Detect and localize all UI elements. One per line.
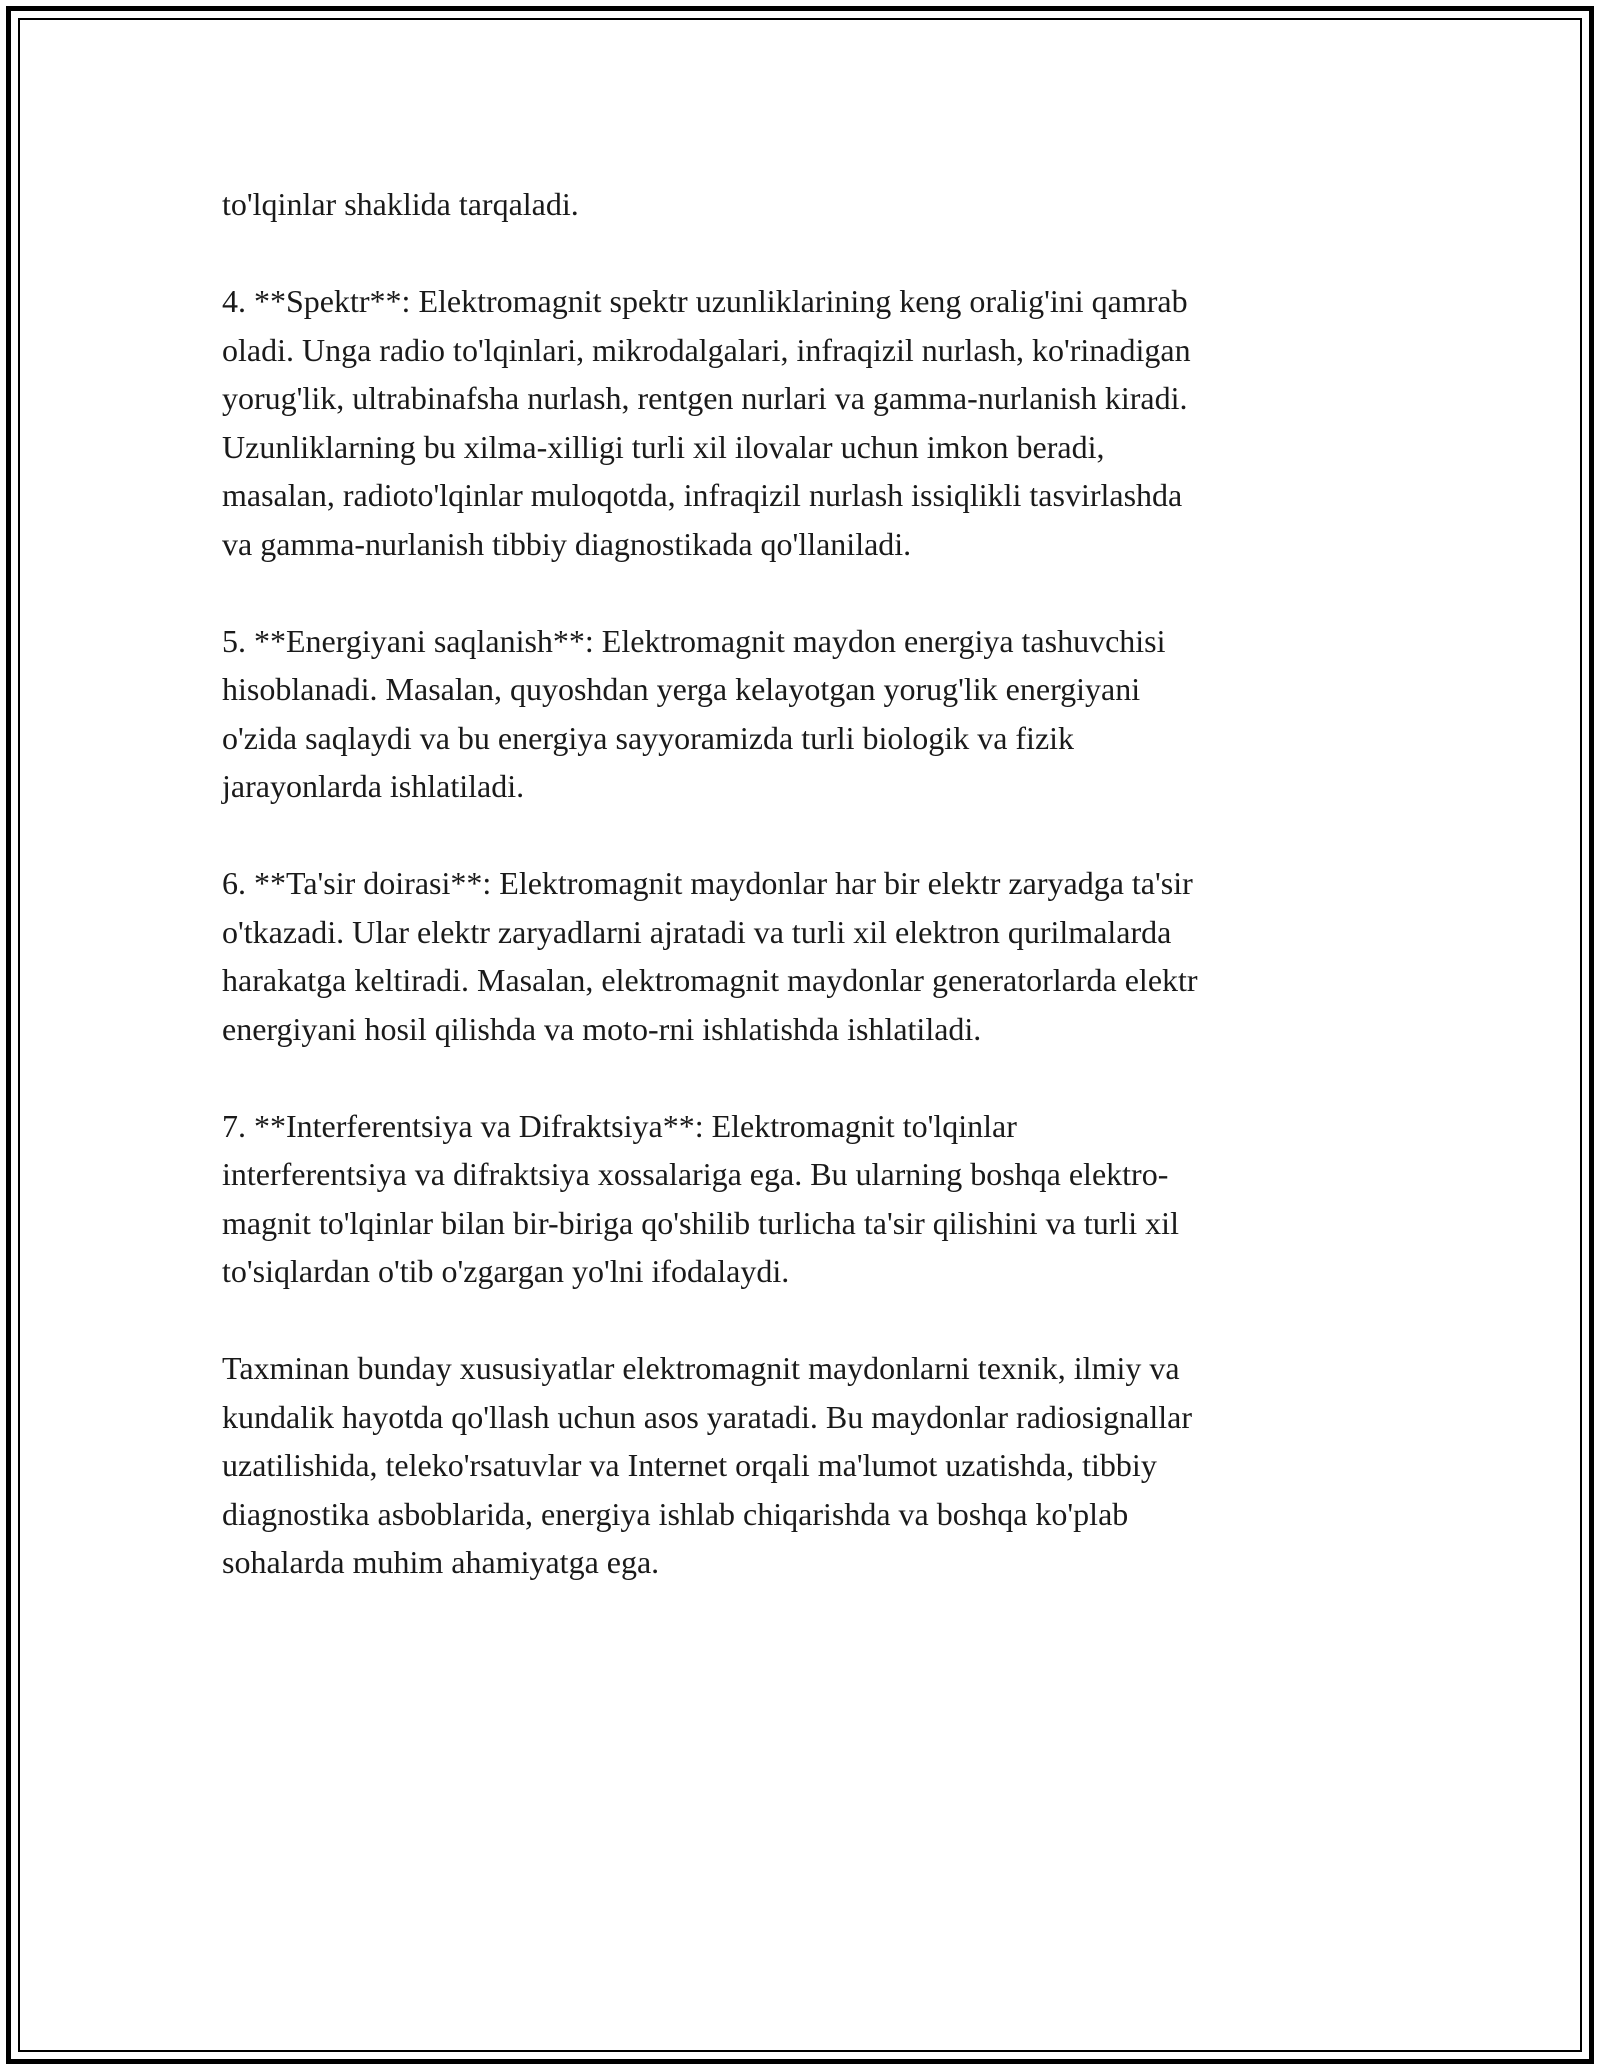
paragraph-spektr: 4. **Spektr**: Elektromagnit spektr uzunliklarining keng oralig'ini qamrab oladi. Unga radio to'lqinlari, mikrodalgalari, infraqizil nurlash, ko'rinadigan yorug'lik, ultrabinafsha nurlash, rentgen nurlari va gamma-nurlanish kiradi. Uzunliklarning bu xilma-xilligi turli xil ilovalar uchun imkon beradi, masalan, radioto'lqinlar muloqotda, infraqizil nurlash issiqlikli tasvirlashda va gamma-nurlanish tibbiy diagnostikada qo'llaniladi. (222, 283, 1191, 562)
paragraph-conclusion: Taxminan bunday xususiyatlar elektromagnit maydonlarni texnik, ilmiy va kundalik hayotda qo'llash uchun asos yaratadi. Bu maydonlar radiosignallar uzatilishida, teleko'rsatuvlar va Internet orqali ma'lumot uzatishda, tibbiy diagnostika asboblarida, energiya ishlab chiqarishda va boshqa ko'plab sohalarda muhim ahamiyatga ega. (222, 1350, 1192, 1580)
paragraph-interferentsiya: 7. **Interferentsiya va Difraktsiya**: Elektromagnit to'lqinlar interferentsiya va difraktsiya xossalariga ega. Bu ularning boshqa elektro- magnit to'lqinlar bilan bir-biriga qo'shilib turlicha ta'sir qilishini va turli xil to'siqlardan o'tib o'zgargan yo'lni ifodalaydi. (222, 1107, 1179, 1289)
paragraph-tasir-doirasi: 6. **Ta'sir doirasi**: Elektromagnit maydonlar har bir elektr zaryadga ta'sir o'tkazadi. Ular elektr zaryadlarni ajratadi va turli xil elektron qurilmalarda harakatga keltiradi. Masalan, elektromagnit maydonlar generatorlarda elektr energiyani hosil qilishda va moto-rni ishlatishda ishlatiladi. (222, 865, 1198, 1047)
document-body (222, 180, 1372, 1635)
paragraph-continuation: to'lqinlar shaklida tarqaladi. (222, 186, 579, 222)
paragraph-energiyani-saqlanish: 5. **Energiyani saqlanish**: Elektromagnit maydon energiya tashuvchisi hisoblanadi. Masalan, quyoshdan yerga kelayotgan yorug'lik energiyani o'zida saqlaydi va bu energiya sayyoramizda turli biologik va fizik jarayonlarda ishlatiladi. (222, 622, 1166, 804)
